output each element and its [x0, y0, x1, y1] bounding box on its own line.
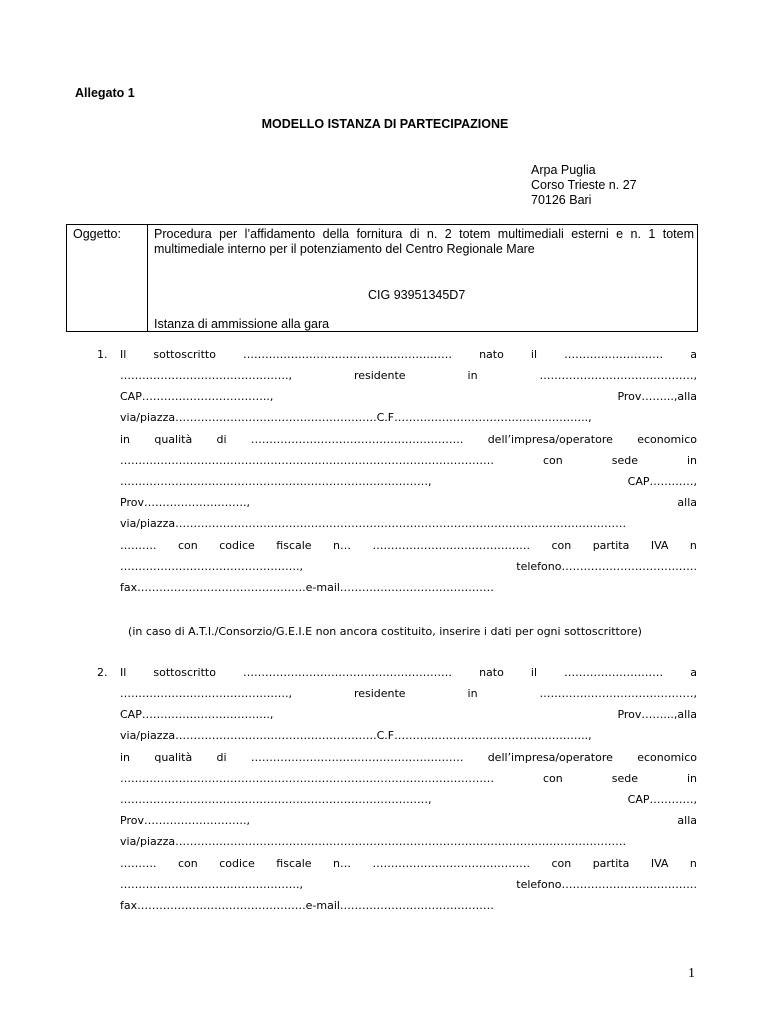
form-line-3 [120, 708, 697, 724]
form-line-8 [120, 814, 697, 830]
page-number: 1 [688, 966, 695, 981]
form-line-12: fax……………………………………….e-mail…………………………………… [120, 899, 494, 912]
form-word: alla [677, 814, 697, 827]
form-word: sottoscritto [153, 666, 216, 679]
form-word: …………………………………………………………………………, [120, 475, 432, 488]
form-word: ……………………………………. [372, 539, 530, 552]
form-word: codice [219, 857, 255, 870]
form-line-4: via/piazza……………………………………………….C.F…………………………………………….., [120, 729, 592, 742]
form-word: ………………………………………………… [243, 348, 452, 361]
form-word: sottoscritto [153, 348, 216, 361]
form-word: Prov………………………., [120, 814, 250, 827]
form-word: dell’impresa/operatore [487, 433, 613, 446]
istanza-label: Istanza di ammissione alla gara [154, 317, 330, 331]
allegato-label: Allegato 1 [75, 86, 135, 100]
form-word: nato [479, 666, 504, 679]
form-word: con [177, 857, 198, 870]
form-word: …………………………………………., [120, 560, 303, 573]
form-line-10 [120, 539, 697, 555]
form-word: con [551, 539, 572, 552]
form-word: il [530, 666, 538, 679]
oggetto-label: Oggetto: [73, 227, 121, 241]
form-word: in [120, 751, 131, 764]
form-line-12: fax……………………………………….e-mail…………………………………… [120, 581, 494, 594]
form-word: in [686, 454, 697, 467]
form-word: fiscale [276, 539, 312, 552]
item-number: 2. [97, 666, 108, 679]
recipient-line-2: Corso Trieste n. 27 [531, 178, 637, 192]
form-line-8 [120, 496, 697, 512]
form-line-5 [120, 751, 697, 767]
form-line-1 [120, 666, 697, 682]
form-line-11 [120, 878, 697, 894]
form-word: …………………………………………………. [250, 433, 464, 446]
document-title: MODELLO ISTANZA DI PARTECIPAZIONE [261, 117, 509, 131]
form-word: sede [611, 454, 638, 467]
cig-code: CIG 93951345D7 [368, 288, 466, 302]
form-word: in [467, 687, 478, 700]
form-word: in [467, 369, 478, 382]
form-word: economico [637, 751, 697, 764]
form-word: telefono………………………………. [516, 878, 697, 891]
form-word: …………………………………………., [120, 878, 303, 891]
form-word: ……………………………………. [372, 857, 530, 870]
form-word: CAP…………………………….., [120, 708, 274, 721]
item-number: 1. [97, 348, 108, 361]
form-word: con [551, 857, 572, 870]
form-word: CAP…………, [627, 475, 697, 488]
form-word: il [530, 348, 538, 361]
form-word: sede [611, 772, 638, 785]
form-word: Il [120, 348, 127, 361]
recipient-line-3: 70126 Bari [531, 193, 592, 207]
form-line-2 [120, 369, 697, 385]
form-word: n [689, 857, 697, 870]
form-word: …………………………………………………………………………, [120, 793, 432, 806]
form-word: qualità [154, 433, 193, 446]
form-line-11 [120, 560, 697, 576]
form-line-7 [120, 475, 697, 491]
form-word: dell’impresa/operatore [487, 751, 613, 764]
form-word: n [689, 539, 697, 552]
form-line-9: via/piazza…………………………………………………………………………………………………………… [120, 517, 627, 530]
form-word: nato [479, 348, 504, 361]
form-word: ……………………… [564, 666, 664, 679]
form-word: economico [637, 433, 697, 446]
form-word: telefono………………………………. [516, 560, 697, 573]
form-word: con [177, 539, 198, 552]
form-line-2 [120, 687, 697, 703]
form-word: CAP…………, [627, 793, 697, 806]
form-word: fiscale [276, 857, 312, 870]
form-word: Prov……...,alla [617, 708, 697, 721]
form-line-9: via/piazza…………………………………………………………………………………………………………… [120, 835, 627, 848]
form-word: CAP…………………………….., [120, 390, 274, 403]
form-word: alla [677, 496, 697, 509]
form-line-7 [120, 793, 697, 809]
form-word: partita [592, 539, 630, 552]
form-word: IVA [650, 857, 669, 870]
table-divider [147, 225, 148, 331]
form-word: n… [333, 857, 352, 870]
form-word: in [120, 433, 131, 446]
form-word: ……………………………………, [539, 687, 697, 700]
form-word: di [216, 751, 227, 764]
recipient-line-1: Arpa Puglia [531, 163, 596, 177]
form-word: ………. [120, 857, 157, 870]
form-word: ……………………………………, [539, 369, 697, 382]
form-word: ………………………………………………………………………………………… [120, 454, 494, 467]
form-word: n… [333, 539, 352, 552]
form-word: Prov………………………., [120, 496, 250, 509]
form-word: in [686, 772, 697, 785]
form-word: a [690, 348, 697, 361]
form-word: IVA [650, 539, 669, 552]
form-word: di [216, 433, 227, 446]
form-word: ………………………………………., [120, 687, 292, 700]
form-word: ………. [120, 539, 157, 552]
form-line-4: via/piazza……………………………………………….C.F…………………………………………….., [120, 411, 592, 424]
form-line-5 [120, 433, 697, 449]
form-word: …………………………………………………. [250, 751, 464, 764]
form-line-1 [120, 348, 697, 364]
form-word: Il [120, 666, 127, 679]
form-word: ……………………… [564, 348, 664, 361]
form-line-10 [120, 857, 697, 873]
form-word: partita [592, 857, 630, 870]
form-word: a [690, 666, 697, 679]
form-word: con [542, 454, 563, 467]
oggetto-table [66, 224, 698, 332]
form-word: con [542, 772, 563, 785]
form-word: ………………………………………………… [243, 666, 452, 679]
form-word: ………………………………………., [120, 369, 292, 382]
form-word: ………………………………………………………………………………………… [120, 772, 494, 785]
form-line-3 [120, 390, 697, 406]
form-word: residente [353, 687, 406, 700]
form-word: residente [353, 369, 406, 382]
form-line-6 [120, 772, 697, 788]
form-word: codice [219, 539, 255, 552]
form-word: Prov……...,alla [617, 390, 697, 403]
oggetto-text: Procedura per l’affidamento della fornitura di n. 2 totem multimediali esterni e n. 1 totem multimediale interno per il potenziamento del Centro Regionale Mare [154, 227, 694, 256]
ati-note: (in caso di A.T.I./Consorzio/G.E.I.E non ancora costituito, inserire i dati per ogni sottoscrittore) [128, 625, 642, 638]
form-line-6 [120, 454, 697, 470]
form-word: qualità [154, 751, 193, 764]
